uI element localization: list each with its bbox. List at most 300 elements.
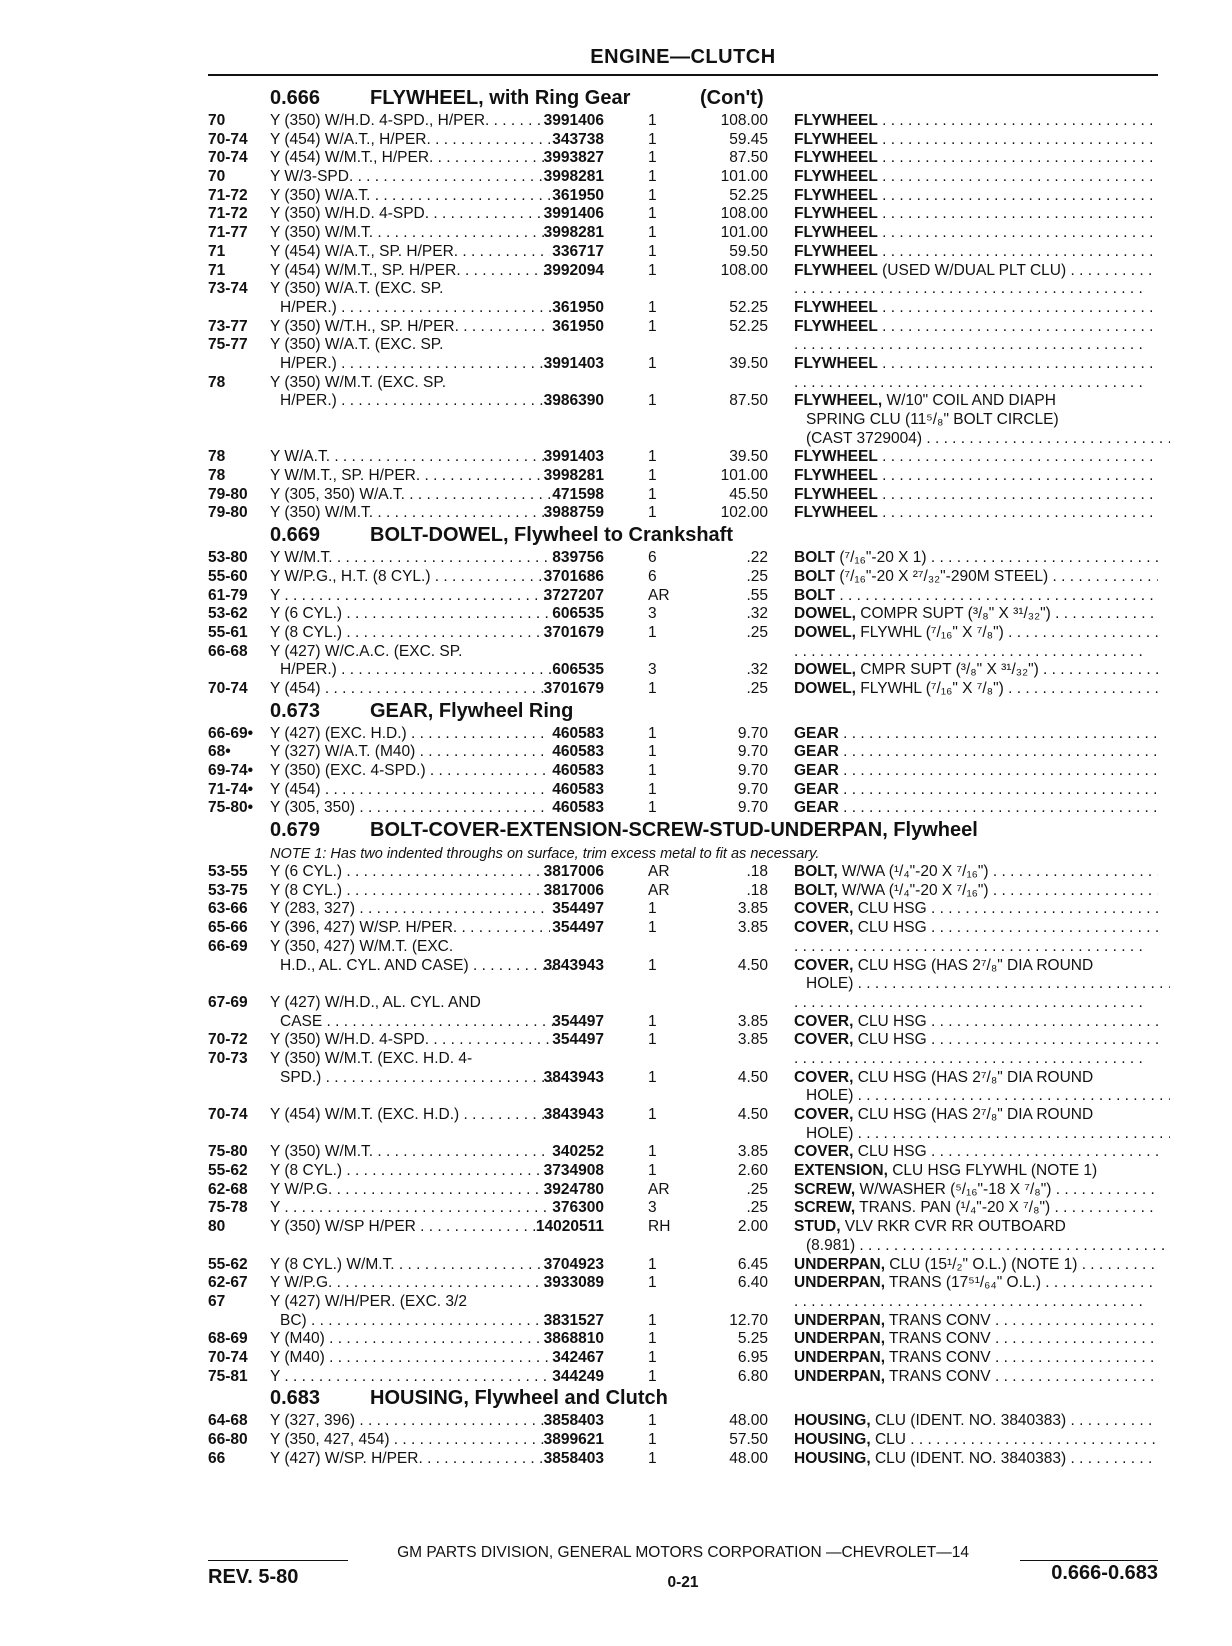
description: [794, 1199, 1158, 1218]
table-row: [208, 863, 1158, 882]
application: Y (8 CYL.) . . .: [270, 1162, 550, 1181]
description-detail: (⁷/₁₆"-20 X ²⁷/₃₂"-290M STEEL): [835, 567, 1049, 585]
model-years: 63-66: [208, 900, 248, 918]
description: [794, 131, 1158, 150]
model-years: 66-69•: [208, 724, 254, 742]
quantity: 1: [648, 1431, 657, 1448]
quantity: 1: [648, 467, 657, 485]
table-row: [208, 1087, 1158, 1106]
price: 3.85: [737, 900, 768, 918]
price: .25: [746, 679, 768, 697]
part-number: 3933089: [543, 1274, 604, 1292]
quantity: 1: [648, 1106, 657, 1123]
description-name: FLYWHEEL,: [794, 392, 883, 410]
quantity: 1: [648, 919, 657, 937]
model-years: 68•: [208, 743, 231, 761]
part-number: 3991403: [543, 354, 604, 372]
price: 3.85: [737, 1031, 768, 1049]
quantity: 1: [648, 354, 657, 372]
application: Y (M40) . . .: [270, 1330, 550, 1349]
description: [794, 187, 1158, 206]
price: .25: [746, 567, 768, 585]
price: .32: [746, 605, 768, 623]
part-number: 460583: [552, 780, 604, 798]
part-number: 3701679: [543, 679, 604, 697]
model-years: 66-69: [208, 937, 248, 955]
description: [794, 448, 1158, 467]
quantity: 1: [648, 743, 657, 761]
header-rule: [208, 74, 1158, 76]
application: Y (427) (EXC. H.D.) . . .: [270, 725, 550, 744]
section-heading: [208, 86, 1158, 112]
part-number: 3817006: [543, 881, 604, 899]
description: [794, 624, 1158, 643]
table-row: [208, 605, 1158, 624]
footer-page-number: 0-21: [667, 1574, 699, 1591]
table-row: [208, 131, 1158, 150]
price: 108.00: [720, 205, 768, 223]
part-number: 471598: [552, 485, 604, 503]
table-row: [208, 336, 1158, 355]
quantity: 3: [648, 661, 657, 679]
price: 4.50: [737, 1068, 768, 1086]
part-number: 839756: [552, 549, 604, 567]
footer-revision: REV. 5-80: [208, 1566, 299, 1588]
table-row: [208, 1450, 1158, 1469]
model-years: 70-74: [208, 130, 248, 148]
table-row: [208, 1293, 1158, 1312]
application: Y (8 CYL.) W/M.T. . . .: [270, 1256, 550, 1275]
description: [794, 1312, 1158, 1331]
table-row: [208, 725, 1158, 744]
footer-section-range: 0.666-0.683: [1051, 1562, 1158, 1584]
footer-division: GM PARTS DIVISION, GENERAL MOTORS CORPORATION —CHEVROLET—14: [397, 1544, 969, 1561]
model-years: 70-73: [208, 1049, 248, 1067]
description-name: BOLT: [794, 567, 836, 585]
description: [794, 1218, 1158, 1237]
description-name: FLYWHEEL: [794, 242, 878, 260]
description: [794, 243, 1158, 262]
description: [794, 1069, 1158, 1088]
description: [794, 882, 1158, 901]
quantity: 1: [648, 392, 657, 410]
quantity: 1: [648, 1255, 657, 1273]
table-row: [208, 224, 1158, 243]
quantity: 1: [648, 168, 657, 186]
table-row: [208, 957, 1158, 976]
price: .25: [746, 1199, 768, 1217]
application: Y (427) W/SP. H/PER. . . .: [270, 1450, 550, 1469]
model-years: 73-74: [208, 280, 248, 298]
application: H.D., AL. CYL. AND CASE) . . .: [280, 957, 560, 976]
table-row: [208, 1349, 1158, 1368]
quantity: 3: [648, 605, 657, 623]
application: Y (327) W/A.T. (M40) . . .: [270, 743, 550, 762]
description: [794, 661, 1158, 680]
quantity: 1: [648, 1449, 657, 1467]
description: [806, 1237, 1170, 1256]
description: [794, 863, 1158, 882]
model-years: 68-69: [208, 1330, 248, 1348]
table-row: [208, 1013, 1158, 1032]
quantity: 1: [648, 1412, 657, 1430]
application: Y (350, 427) W/M.T. (EXC.: [270, 937, 454, 955]
application: Y (454) W/A.T., SP. H/PER. . . .: [270, 243, 550, 262]
description: [794, 1349, 1158, 1368]
application: Y (396, 427) W/SP. H/PER. . . .: [270, 919, 550, 938]
description-name: FLYWHEEL: [794, 112, 878, 129]
description: [794, 680, 1158, 699]
description-detail: TRANS. PAN (¹/₄"-20 X ⁷/₈"): [855, 1199, 1051, 1217]
model-years: 62-67: [208, 1274, 248, 1292]
model-years: 75-78: [208, 1199, 248, 1217]
part-number: 354497: [552, 900, 604, 918]
table-row: [208, 994, 1158, 1013]
description: [794, 725, 1158, 744]
description-name: UNDERPAN,: [794, 1348, 885, 1366]
part-number: 3868810: [543, 1330, 604, 1348]
description: [794, 374, 1158, 393]
table-row: [208, 1050, 1158, 1069]
description-detail: FLYWHL (⁷/₁₆" X ⁷/₈"): [856, 623, 1004, 641]
description-name: HOUSING,: [794, 1449, 871, 1467]
model-years: 71-72: [208, 186, 248, 204]
section-number: 0.683: [270, 1387, 321, 1410]
quantity: 1: [648, 149, 657, 167]
table-row: [208, 280, 1158, 299]
table-row: [208, 430, 1158, 449]
part-number: 14020511: [535, 1218, 604, 1236]
price: 2.60: [737, 1162, 768, 1180]
description-detail: CLU HSG: [853, 1143, 927, 1161]
table-row: [208, 1143, 1158, 1162]
description-name: FLYWHEEL: [794, 448, 878, 466]
part-number: 361950: [552, 298, 604, 316]
quantity: 1: [648, 900, 657, 918]
part-number: 3817006: [543, 863, 604, 881]
model-years: 53-55: [208, 863, 248, 881]
price: 9.70: [737, 762, 768, 779]
part-number: 3843943: [543, 1106, 604, 1123]
table-row: [208, 1031, 1158, 1050]
description-name: FLYWHEEL: [794, 149, 878, 167]
quantity: 1: [648, 1143, 657, 1161]
description-detail: HOLE): [806, 975, 854, 993]
price: .22: [746, 549, 768, 567]
section-number: 0.666: [270, 87, 321, 109]
application: Y . . .: [270, 1368, 550, 1387]
quantity: 1: [648, 762, 657, 779]
description: [794, 549, 1158, 568]
description: [794, 224, 1158, 243]
table-row: [208, 624, 1158, 643]
description-detail: CLU HSG: [853, 919, 927, 937]
description: [794, 1143, 1158, 1162]
model-years: 70-74: [208, 1106, 248, 1123]
quantity: 1: [648, 1330, 657, 1348]
part-number: 3991406: [543, 112, 604, 129]
application: Y (454) W/A.T., H/PER. . . .: [270, 131, 550, 150]
description-detail: HOLE): [806, 1087, 854, 1105]
price: 101.00: [720, 224, 768, 242]
application: Y (350) W/A.T. (EXC. SP.: [270, 336, 444, 354]
part-number: 343738: [552, 130, 604, 148]
application: Y . . .: [270, 1199, 550, 1218]
price: 4.50: [737, 956, 768, 974]
quantity: AR: [648, 863, 670, 881]
part-number: 340252: [552, 1143, 604, 1161]
description-name: FLYWHEEL: [794, 224, 878, 242]
description-name: COVER,: [794, 900, 854, 918]
description: [794, 1106, 1158, 1125]
description-detail: W/WA (¹/₄"-20 X ⁷/₁₆"): [837, 863, 989, 881]
price: 12.70: [729, 1311, 768, 1329]
description-name: COVER,: [794, 1068, 854, 1086]
description-detail: COMPR SUPT (³/₈" X ³¹/₃₂"): [856, 605, 1051, 623]
table-row: [208, 1069, 1158, 1088]
description-name: UNDERPAN,: [794, 1255, 885, 1273]
quantity: 1: [648, 298, 657, 316]
description: [794, 205, 1158, 224]
model-years: 55-60: [208, 567, 248, 585]
description: [794, 743, 1158, 762]
application: Y W/P.G. . . .: [270, 1274, 550, 1293]
table-row: [208, 643, 1158, 662]
part-number: 3843943: [543, 1068, 604, 1086]
description: [794, 112, 1158, 131]
quantity: 1: [648, 1162, 657, 1180]
description-detail: CLU (15¹/₂" O.L.) (NOTE 1): [885, 1255, 1078, 1273]
table-row: [208, 1412, 1158, 1431]
quantity: 6: [648, 567, 657, 585]
description: [794, 1293, 1158, 1312]
page-title: ENGINE—CLUTCH: [590, 46, 776, 68]
section-name: BOLT-COVER-EXTENSION-SCREW-STUD-UNDERPAN, Flywheel: [370, 819, 978, 842]
price: 39.50: [729, 448, 768, 466]
table-row: [208, 762, 1158, 781]
application: Y (454) W/M.T., H/PER. . . .: [270, 149, 550, 168]
quantity: AR: [648, 1180, 670, 1198]
model-years: 62-68: [208, 1180, 248, 1198]
model-years: 55-62: [208, 1255, 248, 1273]
section-name: GEAR, Flywheel Ring: [370, 699, 574, 722]
part-number: 3899621: [543, 1431, 604, 1448]
table-row: [208, 411, 1158, 430]
application: Y (454) . . .: [270, 781, 550, 800]
price: 6.40: [737, 1274, 768, 1292]
quantity: 1: [648, 224, 657, 242]
price: 59.50: [729, 242, 768, 260]
description-name: COVER,: [794, 956, 854, 974]
application: Y (283, 327) . . .: [270, 900, 550, 919]
application: Y (427) W/H.D., AL. CYL. AND: [270, 993, 481, 1011]
quantity: 6: [648, 549, 657, 567]
model-years: 65-66: [208, 919, 248, 937]
part-number: 376300: [552, 1199, 604, 1217]
part-number: 354497: [552, 1012, 604, 1030]
description: [794, 1412, 1158, 1431]
description: [806, 1087, 1170, 1106]
description-detail: (⁷/₁₆"-20 X 1): [835, 549, 927, 567]
price: 6.80: [737, 1367, 768, 1385]
description-name: SCREW,: [794, 1180, 856, 1198]
description-name: FLYWHEEL: [794, 261, 878, 279]
description-name: UNDERPAN,: [794, 1274, 885, 1292]
table-row: [208, 112, 1158, 131]
application: BC) . . .: [280, 1312, 560, 1331]
quantity: 1: [648, 186, 657, 204]
description-name: COVER,: [794, 1143, 854, 1161]
quantity: 1: [648, 1274, 657, 1292]
table-row: [208, 882, 1158, 901]
model-years: 69-74•: [208, 762, 254, 779]
description: [794, 643, 1158, 662]
description-name: BOLT,: [794, 881, 838, 899]
description-name: GEAR: [794, 799, 839, 817]
application: Y W/M.T. . . .: [270, 549, 550, 568]
description-name: HOUSING,: [794, 1412, 871, 1430]
model-years: 53-62: [208, 605, 248, 623]
quantity: 1: [648, 1311, 657, 1329]
price: .25: [746, 1180, 768, 1198]
footer-rule-right: [1020, 1560, 1158, 1561]
quantity: 1: [648, 261, 657, 279]
part-number: 3858403: [543, 1412, 604, 1430]
table-row: [208, 900, 1158, 919]
note-text: NOTE 1: Has two indented throughs on surface, trim excess metal to fit as necessary.: [270, 846, 820, 863]
application: H/PER.) . . .: [280, 299, 560, 318]
model-years: 71-74•: [208, 780, 254, 798]
application: Y (427) W/H/PER. (EXC. 3/2: [270, 1292, 467, 1310]
quantity: 1: [648, 112, 657, 129]
price: 39.50: [729, 354, 768, 372]
description-detail: TRANS (17⁵¹/₆₄" O.L.): [885, 1274, 1041, 1292]
section-note: [208, 844, 1158, 863]
application: Y W/A.T. . . .: [270, 448, 550, 467]
price: 9.70: [737, 799, 768, 817]
description: [794, 1013, 1158, 1032]
description-detail: SPRING CLU (11⁵/₈" BOLT CIRCLE): [806, 411, 1059, 428]
model-years: 66-68: [208, 642, 248, 660]
price: 3.85: [737, 1012, 768, 1030]
quantity: RH: [648, 1218, 671, 1236]
application: Y (8 CYL.) . . .: [270, 882, 550, 901]
application: Y (350) W/H.D. 4-SPD., H/PER. . . .: [270, 112, 550, 131]
description-name: FLYWHEEL: [794, 130, 878, 148]
description-name: GEAR: [794, 743, 839, 761]
price: 101.00: [720, 467, 768, 485]
description: [794, 1274, 1158, 1293]
table-row: [208, 1125, 1158, 1144]
part-number: 354497: [552, 919, 604, 937]
description: [794, 392, 1158, 411]
description: [794, 149, 1158, 168]
table-row: [208, 187, 1158, 206]
description: [794, 938, 1158, 957]
price: 9.70: [737, 724, 768, 742]
description: [794, 1162, 1158, 1181]
quantity: 1: [648, 623, 657, 641]
part-number: 3831527: [543, 1311, 604, 1329]
description-detail: TRANS CONV: [885, 1311, 991, 1329]
part-number: 460583: [552, 743, 604, 761]
model-years: 64-68: [208, 1412, 248, 1430]
table-row: [208, 205, 1158, 224]
quantity: 1: [648, 448, 657, 466]
description: [794, 1330, 1158, 1349]
quantity: 1: [648, 485, 657, 503]
part-number: 3993827: [543, 149, 604, 167]
description: [794, 355, 1158, 374]
description-name: SCREW,: [794, 1199, 856, 1217]
model-years: 70-74: [208, 1348, 248, 1366]
model-years: 75-77: [208, 336, 248, 354]
description: [794, 1431, 1158, 1450]
model-years: 66: [208, 1449, 226, 1467]
table-row: [208, 168, 1158, 187]
price: 6.95: [737, 1348, 768, 1366]
description-name: FLYWHEEL: [794, 504, 878, 522]
table-row: [208, 680, 1158, 699]
description-name: EXTENSION,: [794, 1162, 888, 1180]
part-number: 3734908: [543, 1162, 604, 1180]
part-number: 3727207: [543, 586, 604, 604]
model-years: 71: [208, 261, 226, 279]
part-number: 3924780: [543, 1180, 604, 1198]
model-years: 78: [208, 467, 226, 485]
table-row: [208, 374, 1158, 393]
section-heading: [208, 1386, 1158, 1412]
part-number: 460583: [552, 724, 604, 742]
description-name: FLYWHEEL: [794, 485, 878, 503]
description: [794, 280, 1158, 299]
part-number: 3991403: [543, 448, 604, 466]
model-years: 55-62: [208, 1162, 248, 1180]
price: 52.25: [729, 317, 768, 335]
description-detail: CLU (IDENT. NO. 3840383): [870, 1412, 1067, 1430]
description: [794, 605, 1158, 624]
description-detail: CLU HSG: [853, 1031, 927, 1049]
model-years: 70-72: [208, 1031, 248, 1049]
description-detail: CLU HSG (HAS 2⁷/₈" DIA ROUND: [853, 1106, 1094, 1123]
description-detail: CLU (IDENT. NO. 3840383): [870, 1449, 1067, 1467]
application: SPD.) . . .: [280, 1069, 560, 1088]
application: Y (454) W/M.T., SP. H/PER. . . .: [270, 262, 550, 281]
price: 101.00: [720, 168, 768, 186]
table-row: [208, 149, 1158, 168]
description-name: DOWEL,: [794, 661, 856, 679]
price: 108.00: [720, 261, 768, 279]
description-name: DOWEL,: [794, 679, 856, 697]
description-name: UNDERPAN,: [794, 1330, 885, 1348]
application: Y (350) W/A.T. . . .: [270, 187, 550, 206]
table-row: [208, 799, 1158, 818]
quantity: 1: [648, 679, 657, 697]
model-years: 78: [208, 448, 226, 466]
description-detail: W/WASHER (⁵/₁₆"-18 X ⁷/₈"): [855, 1180, 1052, 1198]
price: 87.50: [729, 392, 768, 410]
table-row: [208, 299, 1158, 318]
description-name: FLYWHEEL: [794, 298, 878, 316]
application: Y (350) W/M.T. . . .: [270, 1143, 550, 1162]
price: 59.45: [729, 130, 768, 148]
quantity: 3: [648, 1199, 657, 1217]
description-name: FLYWHEEL: [794, 186, 878, 204]
description: [794, 900, 1158, 919]
description-name: DOWEL,: [794, 623, 856, 641]
part-number: 460583: [552, 762, 604, 779]
description-name: FLYWHEEL: [794, 354, 878, 372]
